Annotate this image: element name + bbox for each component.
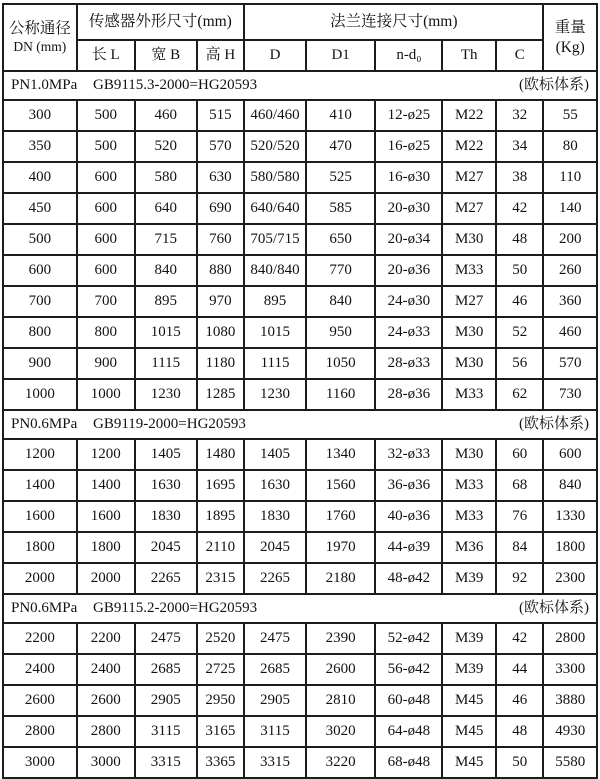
table-row: [3, 439, 597, 470]
cell: 56: [496, 348, 544, 379]
cell: 520: [135, 131, 197, 162]
cell: M45: [442, 685, 495, 716]
spec-table-body: [3, 71, 597, 778]
header-weight-line1: 重量: [554, 19, 586, 37]
region-note-label: (欧标体系): [519, 415, 589, 432]
cell: 970: [197, 286, 245, 317]
cell: 3020: [306, 716, 375, 747]
cell: 2045: [135, 532, 197, 563]
section-cell: [3, 71, 597, 100]
cell: 1115: [135, 348, 197, 379]
cell: 1080: [197, 317, 245, 348]
cell: 1180: [197, 348, 245, 379]
cell: 44: [496, 654, 544, 685]
header-height-h: 高 H: [197, 40, 245, 71]
cell: 700: [3, 286, 77, 317]
cell: 2400: [77, 654, 135, 685]
table-row: [3, 716, 597, 747]
section-row: [3, 594, 597, 623]
cell: 900: [3, 348, 77, 379]
cell: M36: [442, 532, 495, 563]
region-note-label: (欧标体系): [519, 76, 589, 93]
cell: M30: [442, 224, 495, 255]
cell: 770: [306, 255, 375, 286]
cell: 640/640: [244, 193, 306, 224]
cell: 1970: [306, 532, 375, 563]
table-row: [3, 623, 597, 654]
cell: 1000: [3, 379, 77, 410]
cell: 1200: [77, 439, 135, 470]
region-note-label: (欧标体系): [519, 599, 589, 616]
header-th: Th: [442, 40, 495, 71]
cell: 2110: [197, 532, 245, 563]
cell: 570: [197, 131, 245, 162]
cell: 580/580: [244, 162, 306, 193]
cell: 1000: [77, 379, 135, 410]
cell: 650: [306, 224, 375, 255]
header-weight-line2: (Kg): [555, 38, 585, 56]
cell: 12-ø25: [375, 100, 442, 131]
cell: 2315: [197, 563, 245, 594]
pressure-rating-label: PN0.6MPa: [11, 415, 78, 432]
cell: 2200: [77, 623, 135, 654]
header-nominal-diameter-line1: 公称通径: [8, 20, 71, 38]
cell: 16-ø25: [375, 131, 442, 162]
cell: 840: [306, 286, 375, 317]
cell: 715: [135, 224, 197, 255]
cell: 46: [496, 286, 544, 317]
cell: 2475: [244, 623, 306, 654]
table-row: [3, 286, 597, 317]
cell: M39: [442, 654, 495, 685]
cell: 630: [197, 162, 245, 193]
standard-code-label: GB9119-2000=HG20593: [93, 415, 246, 432]
cell: 1830: [135, 501, 197, 532]
cell: 1200: [3, 439, 77, 470]
cell: 900: [77, 348, 135, 379]
cell: 1695: [197, 470, 245, 501]
cell: 62: [496, 379, 544, 410]
cell: 1630: [135, 470, 197, 501]
cell: 46: [496, 685, 544, 716]
cell: 1400: [77, 470, 135, 501]
cell: 460: [135, 100, 197, 131]
cell: 24-ø33: [375, 317, 442, 348]
cell: 44-ø39: [375, 532, 442, 563]
cell: 2800: [3, 716, 77, 747]
cell: 2475: [135, 623, 197, 654]
cell: M45: [442, 716, 495, 747]
cell: 40-ø36: [375, 501, 442, 532]
cell: 2600: [77, 685, 135, 716]
cell: 470: [306, 131, 375, 162]
section-cell: [3, 594, 597, 623]
cell: 1160: [306, 379, 375, 410]
cell: 50: [496, 747, 544, 778]
cell: M39: [442, 623, 495, 654]
cell: M45: [442, 747, 495, 778]
cell: 3220: [306, 747, 375, 778]
cell: 1800: [543, 532, 597, 563]
cell: M33: [442, 501, 495, 532]
cell: 24-ø30: [375, 286, 442, 317]
cell: 20-ø34: [375, 224, 442, 255]
cell: 64-ø48: [375, 716, 442, 747]
cell: 2390: [306, 623, 375, 654]
cell: M39: [442, 563, 495, 594]
cell: 580: [135, 162, 197, 193]
cell: 56-ø42: [375, 654, 442, 685]
cell: 3115: [135, 716, 197, 747]
table-row: [3, 654, 597, 685]
table-row: [3, 563, 597, 594]
table-row: [3, 162, 597, 193]
cell: 42: [496, 623, 544, 654]
cell: 585: [306, 193, 375, 224]
cell: M33: [442, 470, 495, 501]
standard-code-label: GB9115.2-2000=HG20593: [93, 599, 258, 616]
cell: 500: [77, 131, 135, 162]
table-row: [3, 193, 597, 224]
cell: 36-ø36: [375, 470, 442, 501]
header-n-d0: n-d₀: [375, 40, 442, 71]
header-sensor-dimensions-group: 传感器外形尺寸(mm): [77, 4, 244, 40]
table-row: [3, 747, 597, 778]
cell: 2905: [244, 685, 306, 716]
cell: 3315: [244, 747, 306, 778]
cell: 3880: [543, 685, 597, 716]
table-row: [3, 532, 597, 563]
cell: 32-ø33: [375, 439, 442, 470]
cell: M27: [442, 286, 495, 317]
cell: M33: [442, 255, 495, 286]
cell: M27: [442, 162, 495, 193]
cell: 1630: [244, 470, 306, 501]
cell: 800: [77, 317, 135, 348]
cell: 300: [3, 100, 77, 131]
cell: 350: [3, 131, 77, 162]
cell: 840: [135, 255, 197, 286]
cell: 200: [543, 224, 597, 255]
cell: 4930: [543, 716, 597, 747]
cell: 68: [496, 470, 544, 501]
cell: 840/840: [244, 255, 306, 286]
cell: 84: [496, 532, 544, 563]
cell: 1895: [197, 501, 245, 532]
cell: 1800: [3, 532, 77, 563]
header-group-row: [3, 4, 597, 40]
cell: 600: [77, 162, 135, 193]
cell: 20-ø36: [375, 255, 442, 286]
cell: M27: [442, 193, 495, 224]
cell: 705/715: [244, 224, 306, 255]
pressure-rating-label: PN1.0MPa: [11, 76, 78, 93]
cell: 1230: [244, 379, 306, 410]
cell: 2800: [77, 716, 135, 747]
cell: M33: [442, 379, 495, 410]
header-d1: D1: [306, 40, 375, 71]
cell: 3300: [543, 654, 597, 685]
table-row: [3, 379, 597, 410]
cell: 640: [135, 193, 197, 224]
cell: 2000: [3, 563, 77, 594]
cell: 34: [496, 131, 544, 162]
cell: 50: [496, 255, 544, 286]
cell: 950: [306, 317, 375, 348]
table-row: [3, 131, 597, 162]
cell: 1405: [135, 439, 197, 470]
cell: 690: [197, 193, 245, 224]
cell: 895: [135, 286, 197, 317]
cell: 68-ø48: [375, 747, 442, 778]
section-row: [3, 71, 597, 100]
header-length-l: 长 L: [77, 40, 135, 71]
cell: 2685: [135, 654, 197, 685]
cell: 3365: [197, 747, 245, 778]
header-d: D: [244, 40, 306, 71]
cell: 2265: [244, 563, 306, 594]
cell: 600: [3, 255, 77, 286]
cell: 2000: [77, 563, 135, 594]
header-flange-dimensions-group: 法兰连接尺寸(mm): [244, 4, 543, 40]
cell: 1230: [135, 379, 197, 410]
cell: 1050: [306, 348, 375, 379]
table-row: [3, 255, 597, 286]
cell: 48: [496, 224, 544, 255]
cell: M22: [442, 100, 495, 131]
cell: 450: [3, 193, 77, 224]
cell: 2685: [244, 654, 306, 685]
cell: 600: [543, 439, 597, 470]
table-row: [3, 685, 597, 716]
cell: 2265: [135, 563, 197, 594]
cell: 2045: [244, 532, 306, 563]
table-row: [3, 501, 597, 532]
cell: 3115: [244, 716, 306, 747]
cell: 525: [306, 162, 375, 193]
table-row: [3, 348, 597, 379]
header-nominal-diameter: [3, 4, 77, 71]
cell: M30: [442, 317, 495, 348]
cell: 1405: [244, 439, 306, 470]
cell: M30: [442, 439, 495, 470]
cell: 460: [543, 317, 597, 348]
cell: 360: [543, 286, 597, 317]
header-sub-row: [3, 40, 597, 71]
cell: 1340: [306, 439, 375, 470]
table-row: [3, 317, 597, 348]
header-width-b: 宽 B: [135, 40, 197, 71]
cell: 410: [306, 100, 375, 131]
cell: 1015: [135, 317, 197, 348]
cell: 1285: [197, 379, 245, 410]
cell: 2300: [543, 563, 597, 594]
cell: 2520: [197, 623, 245, 654]
cell: 110: [543, 162, 597, 193]
cell: 515: [197, 100, 245, 131]
cell: 38: [496, 162, 544, 193]
cell: 2180: [306, 563, 375, 594]
cell: 1600: [3, 501, 77, 532]
cell: 3000: [77, 747, 135, 778]
cell: 76: [496, 501, 544, 532]
cell: 760: [197, 224, 245, 255]
cell: 260: [543, 255, 597, 286]
cell: 3165: [197, 716, 245, 747]
cell: 1015: [244, 317, 306, 348]
cell: 570: [543, 348, 597, 379]
cell: 400: [3, 162, 77, 193]
cell: 60-ø48: [375, 685, 442, 716]
pressure-rating-label: PN0.6MPa: [11, 599, 78, 616]
cell: 800: [3, 317, 77, 348]
table-row: [3, 224, 597, 255]
cell: 42: [496, 193, 544, 224]
standard-code-label: GB9115.3-2000=HG20593: [93, 76, 258, 93]
cell: 2725: [197, 654, 245, 685]
table-row: [3, 100, 597, 131]
cell: 1800: [77, 532, 135, 563]
cell: 2905: [135, 685, 197, 716]
table-row: [3, 470, 597, 501]
cell: 1760: [306, 501, 375, 532]
cell: 1330: [543, 501, 597, 532]
cell: 60: [496, 439, 544, 470]
header-nominal-diameter-line2: DN (mm): [13, 38, 67, 54]
cell: 600: [77, 193, 135, 224]
cell: 500: [77, 100, 135, 131]
cell: 32: [496, 100, 544, 131]
cell: 700: [77, 286, 135, 317]
header-weight: [543, 4, 597, 71]
cell: 520/520: [244, 131, 306, 162]
cell: 52: [496, 317, 544, 348]
cell: 1600: [77, 501, 135, 532]
header-c: C: [496, 40, 544, 71]
cell: 48-ø42: [375, 563, 442, 594]
cell: 460/460: [244, 100, 306, 131]
section-cell: [3, 410, 597, 439]
cell: 2810: [306, 685, 375, 716]
cell: 2400: [3, 654, 77, 685]
cell: 16-ø30: [375, 162, 442, 193]
cell: 1560: [306, 470, 375, 501]
cell: 3000: [3, 747, 77, 778]
cell: 1115: [244, 348, 306, 379]
cell: 92: [496, 563, 544, 594]
cell: 600: [77, 255, 135, 286]
cell: 20-ø30: [375, 193, 442, 224]
cell: 55: [543, 100, 597, 131]
cell: 2200: [3, 623, 77, 654]
cell: 1400: [3, 470, 77, 501]
cell: 895: [244, 286, 306, 317]
cell: 48: [496, 716, 544, 747]
cell: 80: [543, 131, 597, 162]
cell: 880: [197, 255, 245, 286]
cell: 500: [3, 224, 77, 255]
cell: 52-ø42: [375, 623, 442, 654]
cell: 1830: [244, 501, 306, 532]
cell: 840: [543, 470, 597, 501]
cell: 1480: [197, 439, 245, 470]
section-row: [3, 410, 597, 439]
cell: 2950: [197, 685, 245, 716]
cell: 2600: [306, 654, 375, 685]
cell: 2600: [3, 685, 77, 716]
cell: M30: [442, 348, 495, 379]
cell: 28-ø33: [375, 348, 442, 379]
cell: 28-ø36: [375, 379, 442, 410]
cell: 730: [543, 379, 597, 410]
cell: 600: [77, 224, 135, 255]
cell: 2800: [543, 623, 597, 654]
spec-table: [2, 3, 598, 779]
cell: 5580: [543, 747, 597, 778]
cell: 3315: [135, 747, 197, 778]
cell: 140: [543, 193, 597, 224]
cell: M22: [442, 131, 495, 162]
